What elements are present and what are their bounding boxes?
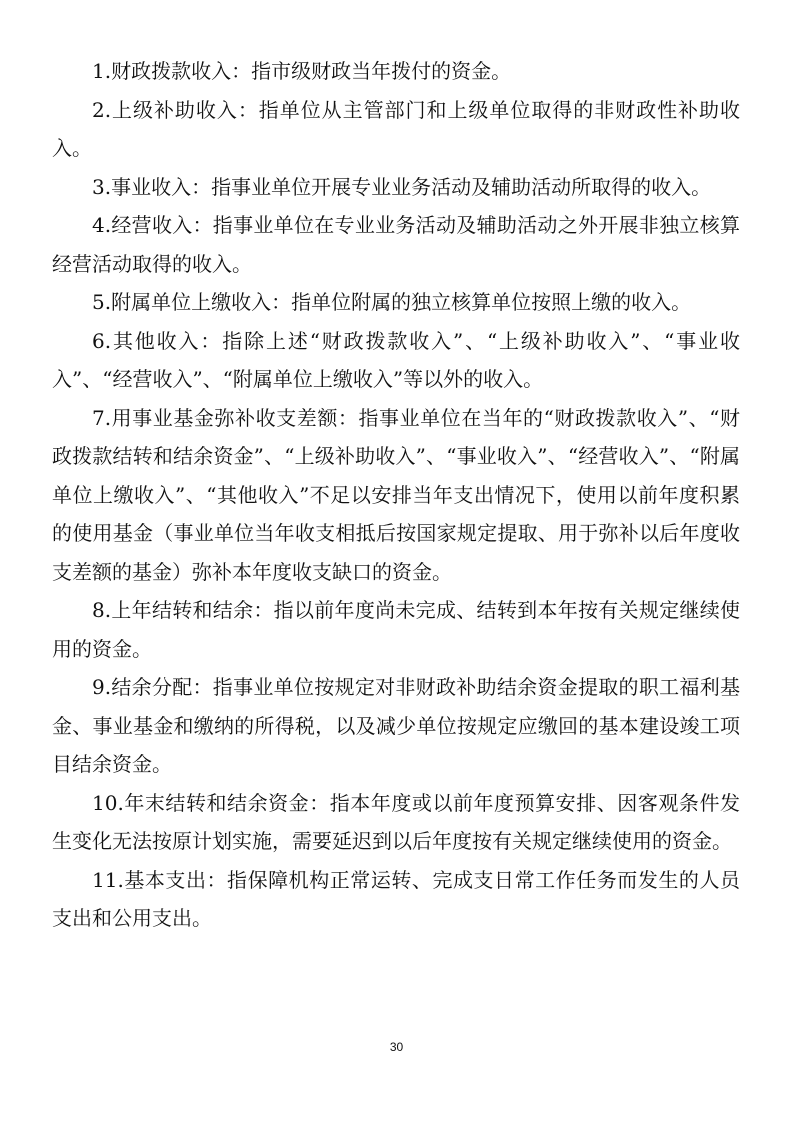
paragraph-8: 8.上年结转和结余：指以前年度尚未完成、结转到本年按有关规定继续使用的资金。 [52, 598, 740, 661]
page-number: 30 [389, 1040, 404, 1054]
paragraph-4: 4.经营收入：指事业单位在专业业务活动及辅助活动之外开展非独立核算经营活动取得的收入。 [52, 213, 740, 276]
paragraph-7: 7.用事业基金弥补收支差额：指事业单位在当年的“财政拨款收入”、“财政拨款结转和结余资金”、“上级补助收入”、“事业收入”、“经营收入”、“附属单位上缴收入”、“其他收入”不足以安排当年支出情况下，使用以前年度积累的使用基金（事业单位当年收支相抵后按国家规定提取、用于弥补以后年度收支差额的基金）弥补本年度收支缺口的资金。 [52, 405, 740, 584]
paragraph-6: 6.其他收入：指除上述“财政拨款收入”、“上级补助收入”、“事业收入”、“经营收入”、“附属单位上缴收入”等以外的收入。 [52, 328, 740, 391]
paragraph-5: 5.附属单位上缴收入：指单位附属的独立核算单位按照上缴的收入。 [92, 290, 692, 314]
paragraph-3: 3.事业收入：指事业单位开展专业业务活动及辅助活动所取得的收入。 [92, 174, 712, 199]
document-body [52, 52, 740, 938]
paragraph-2: 2.上级补助收入：指单位从主管部门和上级单位取得的非财政性补助收入。 [52, 97, 740, 160]
paragraph-11: 11.基本支出：指保障机构正常运转、完成支日常工作任务而发生的人员支出和公用支出。 [52, 867, 740, 930]
paragraph-9: 9.结余分配：指事业单位按规定对非财政补助结余资金提取的职工福利基金、事业基金和缴纳的所得税，以及减少单位按规定应缴回的基本建设竣工项目结余资金。 [52, 675, 740, 776]
paragraph-10: 10.年末结转和结余资金：指本年度或以前年度预算安排、因客观条件发生变化无法按原计划实施，需要延迟到以后年度按有关规定继续使用的资金。 [52, 790, 740, 853]
paragraph-1: 1.财政拨款收入：指市级财政当年拨付的资金。 [92, 59, 512, 83]
